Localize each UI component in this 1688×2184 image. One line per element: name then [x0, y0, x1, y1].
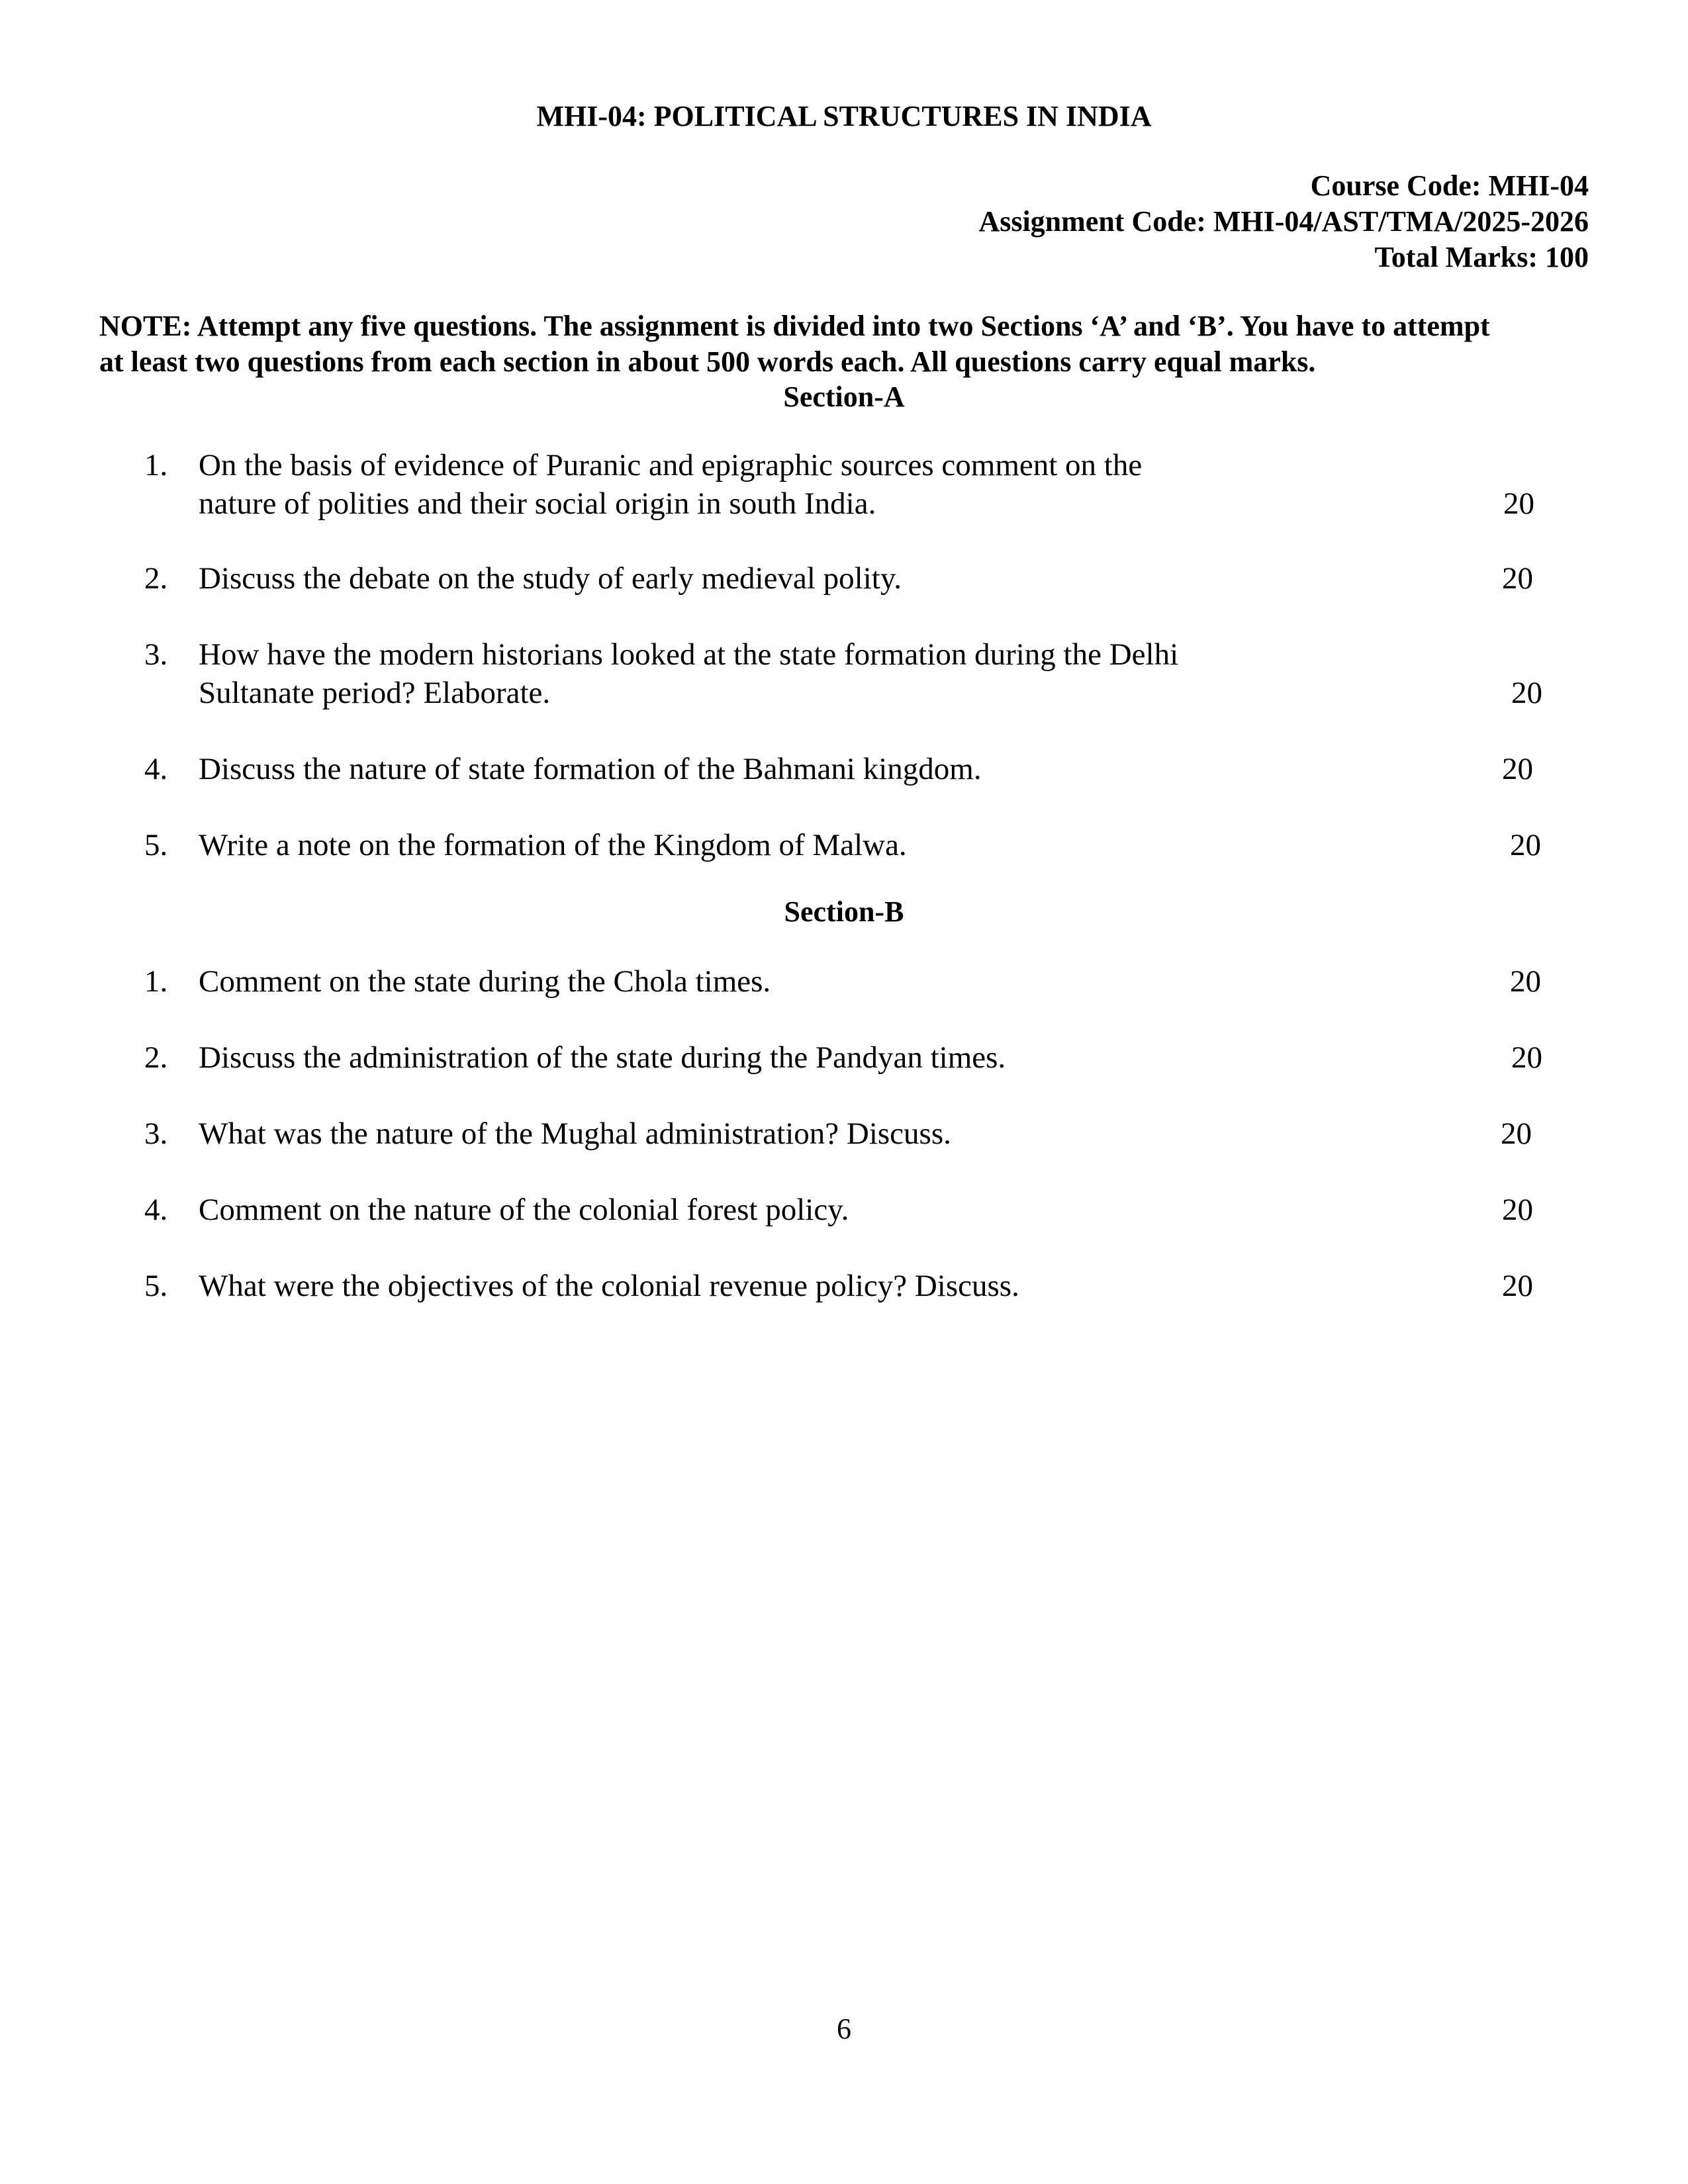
question-text-line-1: Comment on the nature of the colonial forest policy. [199, 1193, 849, 1227]
question-marks: 20 [1501, 1116, 1532, 1151]
question-number: 3. [144, 1116, 168, 1151]
question-text-line-2: Sultanate period? Elaborate. [199, 676, 551, 710]
question-number: 4. [144, 1193, 168, 1227]
question-marks: 20 [1502, 752, 1533, 786]
question-marks: 20 [1511, 676, 1542, 710]
note-line-1: NOTE: Attempt any five questions. The assignment is divided into two Sections ‘A’ and ‘B’. You have to attempt [99, 310, 1490, 342]
question-number: 1. [144, 964, 168, 999]
question-number: 1. [144, 448, 168, 482]
assignment-code: Assignment Code: MHI-04/AST/TMA/2025-2026 [978, 205, 1589, 238]
question-marks: 20 [1502, 1193, 1533, 1227]
question-number: 4. [144, 752, 168, 786]
question-text-line-1: How have the modern historians looked at the state formation during the Delhi [199, 637, 1179, 672]
question-marks: 20 [1510, 828, 1541, 862]
question-marks: 20 [1511, 1040, 1542, 1075]
question-number: 2. [144, 1040, 168, 1075]
page-number: 6 [837, 2013, 851, 2045]
question-number: 5. [144, 1269, 168, 1303]
question-text-line-1: What was the nature of the Mughal administration? Discuss. [199, 1116, 951, 1151]
section-a-heading: Section-A [783, 381, 905, 413]
note-line-2: at least two questions from each section in about 500 words each. All questions carry equal marks. [99, 345, 1316, 378]
question-text-line-2: nature of polities and their social origin in south India. [199, 486, 876, 521]
instructions-note [99, 308, 1589, 380]
question-marks: 20 [1510, 964, 1541, 999]
question-text-line-1: Write a note on the formation of the Kingdom of Malwa. [199, 828, 907, 862]
section-b-heading: Section-B [784, 895, 904, 928]
assignment-meta [978, 168, 1589, 275]
question-marks: 20 [1502, 561, 1533, 596]
question-text-line-1: Discuss the debate on the study of early medieval polity. [199, 561, 902, 596]
question-number: 5. [144, 828, 168, 862]
question-text-line-1: On the basis of evidence of Puranic and epigraphic sources comment on the [199, 448, 1143, 482]
question-text-line-1: What were the objectives of the colonial revenue policy? Discuss. [199, 1269, 1019, 1303]
question-number: 2. [144, 561, 168, 596]
document-title: MHI-04: POLITICAL STRUCTURES IN INDIA [536, 100, 1152, 132]
question-text-line-1: Discuss the administration of the state during the Pandyan times. [199, 1040, 1006, 1075]
question-marks: 20 [1502, 1269, 1533, 1303]
question-text-line-1: Comment on the state during the Chola times. [199, 964, 771, 999]
total-marks: Total Marks: 100 [1374, 241, 1589, 273]
course-code: Course Code: MHI-04 [1310, 169, 1589, 202]
question-number: 3. [144, 637, 168, 672]
question-marks: 20 [1503, 486, 1534, 521]
question-text-line-1: Discuss the nature of state formation of the Bahmani kingdom. [199, 752, 982, 786]
